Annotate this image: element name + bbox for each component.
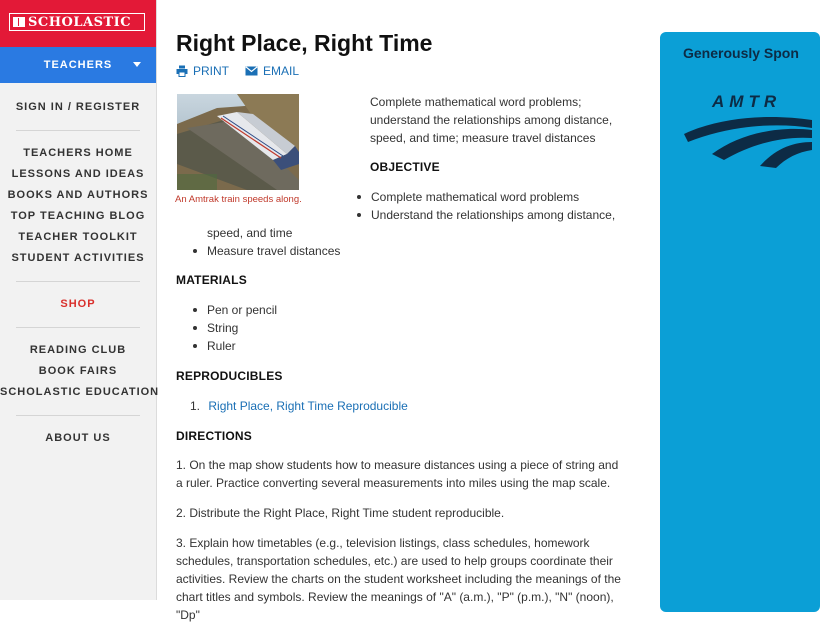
list-item: Pen or pencil (192, 301, 492, 319)
sidebar-item-reading-club[interactable]: READING CLUB (29, 344, 127, 356)
logo-bar (0, 0, 156, 47)
direction-step: 3. Explain how timetables (e.g., television listings, class schedules, homework schedules, transportation schedules, etc.) are used to help groups coordinate their activities. Review the charts on the student worksheet including the meanings of the chart titles and symbols. Review the meanings of "A" (a.m.), "P" (p.m.), "N" (noon), "Dp" (176, 536, 621, 622)
sidebar-item-top-teaching-blog[interactable]: TOP TEACHING BLOG (10, 210, 146, 222)
print-label: PRINT (193, 64, 229, 78)
divider (16, 130, 140, 131)
teachers-label: TEACHERS (43, 59, 113, 71)
reproducibles-heading: REPRODUCIBLES (176, 369, 283, 383)
scholastic-logo[interactable] (9, 13, 145, 31)
article-actions (176, 64, 315, 78)
page-title: Right Place, Right Time (176, 30, 433, 56)
envelope-icon (245, 66, 258, 76)
sponsor-label: Generously Spon (683, 45, 799, 61)
list-item: Understand the relationships among distance, (356, 206, 626, 224)
printer-icon (176, 65, 188, 77)
print-button[interactable] (176, 64, 229, 78)
lesson-summary: Complete mathematical word problems; understand the relationships among distance, speed, and time; measure travel distances (370, 95, 613, 145)
email-button[interactable] (245, 64, 299, 78)
objective-list (356, 188, 626, 224)
sidebar-item-about-us[interactable]: ABOUT US (45, 432, 111, 444)
materials-heading: MATERIALS (176, 273, 247, 287)
reproducibles-list (190, 397, 408, 415)
directions-heading: DIRECTIONS (176, 429, 253, 443)
sidebar-item-sign-in-register[interactable]: SIGN IN / REGISTER (15, 101, 141, 113)
list-item: String (192, 319, 492, 337)
sidebar-item-student-activities[interactable]: STUDENT ACTIVITIES (11, 252, 145, 264)
image-caption: An Amtrak train speeds along. (175, 194, 302, 205)
sidebar-item-lessons-and-ideas[interactable]: LESSONS AND IDEAS (11, 168, 145, 180)
list-item-continuation: speed, and time (207, 226, 293, 240)
train-photo (177, 94, 299, 190)
sponsor-panel (660, 32, 820, 612)
divider (16, 281, 140, 282)
list-item: Ruler (192, 337, 492, 355)
materials-list (192, 301, 492, 355)
logo-text: SCHOLASTIC (28, 14, 132, 30)
list-item: Complete mathematical word problems (356, 188, 626, 206)
objective-heading: OBJECTIVE (370, 160, 440, 174)
direction-step: 2. Distribute the Right Place, Right Time student reproducible. (176, 506, 505, 520)
divider (16, 327, 140, 328)
sidebar-item-scholastic-education[interactable]: SCHOLASTIC EDUCATION (0, 386, 160, 398)
teachers-dropdown[interactable] (0, 47, 156, 83)
amtrak-logo-icon (682, 110, 812, 170)
list-number: 1. (190, 399, 201, 413)
chevron-down-icon (133, 62, 141, 67)
reproducible-link[interactable]: Right Place, Right Time Reproducible (208, 399, 408, 413)
divider (16, 415, 140, 416)
sidebar-item-shop[interactable]: SHOP (60, 298, 96, 310)
sidebar-item-teacher-toolkit[interactable]: TEACHER TOOLKIT (18, 231, 138, 243)
direction-step: 1. On the map show students how to measure distances using a piece of string and a ruler. Practice converting several measurements into miles using the map scale. (176, 458, 619, 490)
amtrak-logo-text[interactable]: AMTR (712, 92, 782, 111)
email-label: EMAIL (263, 64, 300, 78)
list-item: Measure travel distances (192, 242, 492, 260)
sidebar-item-teachers-home[interactable]: TEACHERS HOME (23, 147, 133, 159)
sidebar (0, 0, 160, 600)
objective-list-continued (192, 242, 492, 260)
book-icon (13, 17, 25, 27)
sidebar-item-books-and-authors[interactable]: BOOKS AND AUTHORS (7, 189, 149, 201)
sidebar-item-book-fairs[interactable]: BOOK FAIRS (38, 365, 118, 377)
